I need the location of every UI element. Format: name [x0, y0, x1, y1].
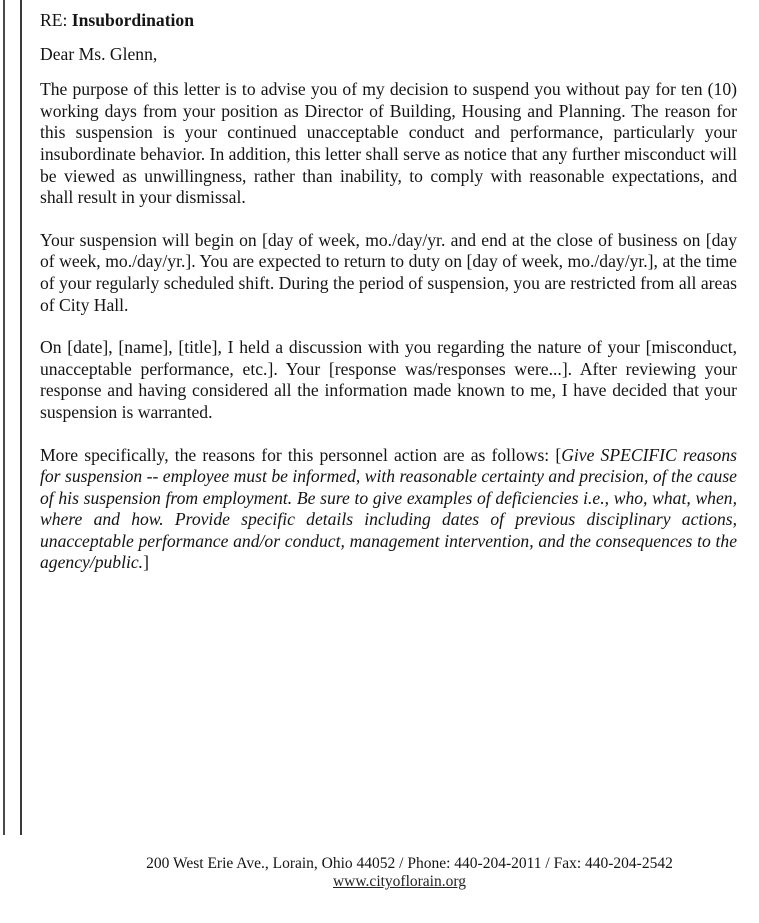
paragraph-reasons — [40, 445, 737, 575]
reasons-lead: More specifically, the reasons for this personnel action are as follows: [ — [40, 444, 562, 465]
subject-text: Insubordination — [71, 10, 195, 30]
letter-body — [40, 10, 737, 595]
paragraph-purpose: The purpose of this letter is to advise you of my decision to suspend you without pay for ten (10) working days from your position as Director of Building, Housing and Planning. The reason for this suspension is your continued unacceptable conduct and performance, particularly your insubordinate behavior. In addition, this letter shall serve as notice that any further misconduct will be viewed as unwillingness, rather than inability, to comply with reasonable expectations, and shall result in your dismissal. — [40, 79, 737, 208]
footer-website-link[interactable]: www.cityoflorain.org — [332, 873, 466, 890]
letterhead-footer — [0, 855, 759, 891]
salutation: Dear Ms. Glenn, — [40, 43, 158, 64]
reasons-instructions: Give SPECIFIC reasons for suspension -- employee must be informed, with reasonable certainty and precision, of the cause of his suspension from employment. Be sure to give examples of deficiencies i.e., who, what, when, where and how. Provide specific details including dates of previous disciplinary actions, unacceptable performance and/or conduct, management intervention, and the consequences to the agency/public. — [40, 444, 737, 573]
paragraph-discussion: On [date], [name], [title], I held a discussion with you regarding the nature of your [misconduct, unacceptable performance, etc.]. Your [response was/responses were...]. After reviewing your response and having considered all the information made known to me, I have decided that your suspension is warranted. — [40, 337, 737, 422]
reasons-tail: ] — [143, 552, 149, 573]
subject-line — [40, 10, 737, 32]
left-margin-rule-inner — [20, 0, 22, 835]
subject-label: RE: — [40, 10, 68, 30]
left-margin-rule-outer — [3, 0, 5, 835]
paragraph-suspension-dates: Your suspension will begin on [day of week, mo./day/yr. and end at the close of business on [day of week, mo./day/yr.]. You are expected to return to duty on [day of week, mo./day/yr.], at the time of your regularly scheduled shift. During the period of suspension, you are restricted from all areas of City Hall. — [40, 229, 737, 315]
footer-address: 200 West Erie Ave., Lorain, Ohio 44052 / Phone: 440-204-2011 / Fax: 440-204-2542 — [146, 855, 673, 872]
